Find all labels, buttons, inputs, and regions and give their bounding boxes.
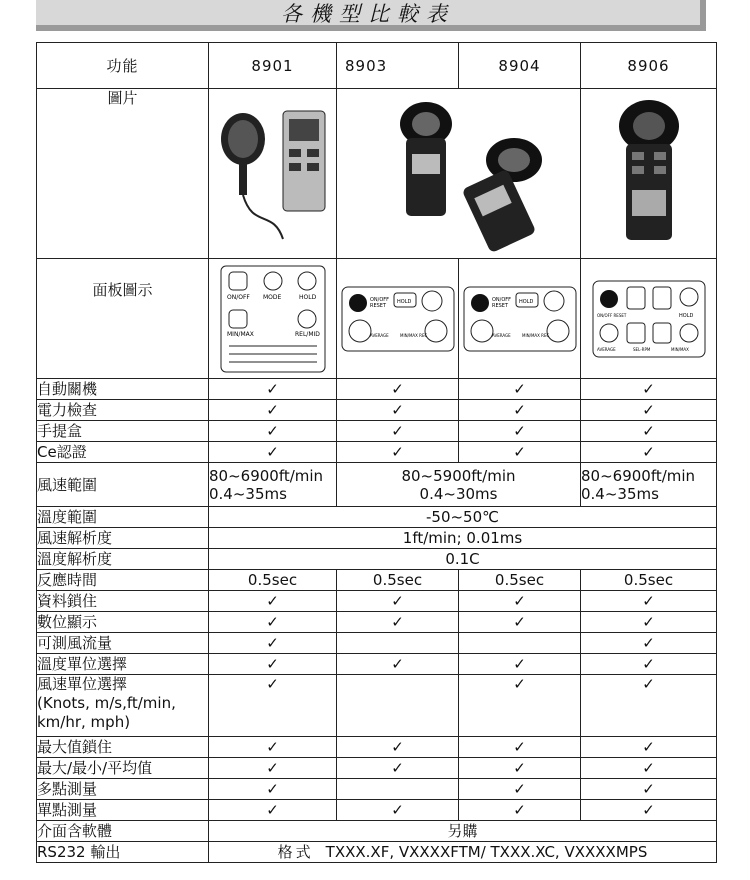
check-mark: ✓ — [209, 421, 337, 442]
speed-range-ms: 0.4~30ms — [419, 484, 498, 503]
header-model-8904: 8904 — [459, 43, 581, 89]
svg-text:MODE: MODE — [262, 293, 281, 301]
photo-row — [37, 89, 717, 259]
check-mark: ✓ — [209, 400, 337, 421]
comparison-table — [36, 42, 717, 863]
panel-diagram-8906 — [591, 279, 707, 359]
check-mark: ✓ — [337, 737, 459, 758]
svg-text:MIN/MAX REC: MIN/MAX REC — [399, 332, 427, 338]
check-mark: ✓ — [209, 654, 337, 675]
row-label: 溫度範圍 — [37, 507, 209, 528]
svg-text:AVERAGE: AVERAGE — [491, 332, 511, 338]
row-label: 手提盒 — [37, 421, 209, 442]
check-mark: ✓ — [459, 612, 581, 633]
photo-label: 圖片 — [37, 89, 209, 259]
svg-text:RESET: RESET — [491, 302, 508, 309]
anemometer-8901-image — [213, 99, 333, 249]
panel-diagram-8903 — [340, 285, 456, 353]
table-row — [37, 549, 717, 570]
row-label: 溫度解析度 — [37, 549, 209, 570]
photo-8901 — [209, 89, 337, 259]
svg-text:REL/MID: REL/MID — [294, 330, 320, 338]
check-mark: ✓ — [209, 633, 337, 654]
response-time: 0.5sec — [337, 570, 459, 591]
row-label: 電力檢查 — [37, 400, 209, 421]
svg-text:AVERAGE: AVERAGE — [369, 332, 389, 338]
response-time: 0.5sec — [581, 570, 717, 591]
header-model-8903: 8903 — [337, 43, 459, 89]
photo-8906 — [581, 89, 717, 259]
speed-range-8903-8904 — [337, 463, 581, 507]
check-mark: ✓ — [581, 633, 717, 654]
empty-cell — [337, 633, 459, 654]
header-model-8901: 8901 — [209, 43, 337, 89]
check-mark: ✓ — [209, 442, 337, 463]
check-mark: ✓ — [337, 591, 459, 612]
panel-8904 — [459, 259, 581, 379]
speed-range-ft: 80~5900ft/min — [401, 466, 516, 485]
speed-range-ms: 0.4~35ms — [209, 484, 287, 503]
check-mark: ✓ — [337, 400, 459, 421]
svg-text:SEL-RPM: SEL-RPM — [632, 346, 650, 352]
empty-cell — [459, 633, 581, 654]
svg-text:ON/OFF: ON/OFF — [491, 296, 511, 303]
row-label: Ce認證 — [37, 442, 209, 463]
check-mark: ✓ — [581, 654, 717, 675]
row-label — [37, 675, 209, 737]
svg-text:ON/OFF RESET: ON/OFF RESET — [596, 312, 626, 318]
svg-text:HOLD: HOLD — [298, 293, 316, 301]
panel-label: 面板圖示 — [37, 259, 209, 379]
check-mark: ✓ — [337, 379, 459, 400]
row-label: 最大值鎖住 — [37, 737, 209, 758]
panel-diagram-8901 — [219, 264, 327, 374]
anemometer-8906-image — [604, 94, 694, 254]
rs232-formats: TXXX.XF, VXXXXFTM/ TXXX.XC, VXXXXMPS — [325, 843, 648, 861]
check-mark: ✓ — [337, 654, 459, 675]
svg-text:HOLD: HOLD — [678, 312, 693, 319]
check-mark: ✓ — [581, 591, 717, 612]
check-mark: ✓ — [459, 758, 581, 779]
check-mark: ✓ — [459, 591, 581, 612]
check-mark: ✓ — [209, 779, 337, 800]
speed-range-8906 — [581, 463, 717, 507]
check-mark: ✓ — [581, 612, 717, 633]
response-time: 0.5sec — [209, 570, 337, 591]
table-row — [37, 675, 717, 737]
page-title: 各機型比較表 — [36, 0, 706, 31]
svg-text:MIN/MAX: MIN/MAX — [226, 330, 254, 338]
row-label: RS232 輸出 — [37, 842, 209, 863]
table-row — [37, 821, 717, 842]
check-mark: ✓ — [459, 654, 581, 675]
panel-8906 — [581, 259, 717, 379]
table-row — [37, 800, 717, 821]
rs232-value — [209, 842, 717, 863]
table-row — [37, 463, 717, 507]
row-label: 溫度單位選擇 — [37, 654, 209, 675]
row-label: 風速解析度 — [37, 528, 209, 549]
check-mark: ✓ — [209, 758, 337, 779]
table-row — [37, 779, 717, 800]
table-row — [37, 654, 717, 675]
svg-text:HOLD: HOLD — [518, 298, 533, 305]
svg-text:MIN/MAX: MIN/MAX — [670, 346, 689, 352]
check-mark: ✓ — [459, 737, 581, 758]
check-mark: ✓ — [337, 758, 459, 779]
table-row — [37, 570, 717, 591]
check-mark: ✓ — [581, 442, 717, 463]
row-label: 數位顯示 — [37, 612, 209, 633]
row-label: 最大/最小/平均值 — [37, 758, 209, 779]
empty-cell — [337, 675, 459, 737]
check-mark: ✓ — [459, 400, 581, 421]
panel-diagram-8904 — [462, 285, 578, 353]
panel-row — [37, 259, 717, 379]
speed-range-ms: 0.4~35ms — [581, 484, 659, 503]
row-label: 單點測量 — [37, 800, 209, 821]
speed-unit-options-2: km/hr, mph) — [37, 713, 131, 731]
temp-range-value: -50~50℃ — [209, 507, 717, 528]
check-mark: ✓ — [581, 421, 717, 442]
row-label: 介面含軟體 — [37, 821, 209, 842]
check-mark: ✓ — [209, 379, 337, 400]
check-mark: ✓ — [337, 442, 459, 463]
check-mark: ✓ — [459, 675, 581, 737]
software-value: 另購 — [209, 821, 717, 842]
svg-text:ON/OFF: ON/OFF — [369, 296, 389, 303]
check-mark: ✓ — [459, 779, 581, 800]
speed-unit-label: 風速單位選擇 — [37, 675, 128, 693]
check-mark: ✓ — [337, 421, 459, 442]
anemometer-8903-8904-image — [344, 94, 574, 254]
check-mark: ✓ — [581, 758, 717, 779]
speed-resolution-value: 1ft/min; 0.01ms — [209, 528, 717, 549]
table-row — [37, 842, 717, 863]
table-row — [37, 442, 717, 463]
table-row — [37, 379, 717, 400]
table-header-row — [37, 43, 717, 89]
check-mark: ✓ — [209, 612, 337, 633]
check-mark: ✓ — [337, 800, 459, 821]
check-mark: ✓ — [581, 800, 717, 821]
speed-range-ft: 80~6900ft/min — [581, 466, 696, 485]
row-label: 多點測量 — [37, 779, 209, 800]
rs232-prefix: 格式 — [277, 843, 314, 861]
header-model-8906: 8906 — [581, 43, 717, 89]
row-label: 反應時間 — [37, 570, 209, 591]
table-row — [37, 400, 717, 421]
check-mark: ✓ — [209, 675, 337, 737]
table-row — [37, 507, 717, 528]
panel-8901 — [209, 259, 337, 379]
temp-resolution-value: 0.1C — [209, 549, 717, 570]
table-row — [37, 737, 717, 758]
header-feature: 功能 — [37, 43, 209, 89]
photo-8903-8904 — [337, 89, 581, 259]
check-mark: ✓ — [459, 421, 581, 442]
svg-text:RESET: RESET — [369, 302, 386, 309]
check-mark: ✓ — [581, 400, 717, 421]
svg-text:AVERAGE: AVERAGE — [596, 346, 616, 352]
row-label: 可測風流量 — [37, 633, 209, 654]
check-mark: ✓ — [209, 591, 337, 612]
speed-unit-options: (Knots, m/s,ft/min, — [37, 694, 176, 712]
svg-text:HOLD: HOLD — [396, 298, 411, 305]
table-row — [37, 633, 717, 654]
check-mark: ✓ — [209, 800, 337, 821]
check-mark: ✓ — [581, 675, 717, 737]
check-mark: ✓ — [209, 737, 337, 758]
speed-range-ft: 80~6900ft/min — [209, 466, 324, 485]
table-row — [37, 758, 717, 779]
svg-text:MIN/MAX REC: MIN/MAX REC — [521, 332, 549, 338]
panel-8903 — [337, 259, 459, 379]
check-mark: ✓ — [581, 379, 717, 400]
speed-range-8901 — [209, 463, 337, 507]
empty-cell — [337, 779, 459, 800]
row-label: 資料鎖住 — [37, 591, 209, 612]
table-row — [37, 591, 717, 612]
svg-text:ON/OFF: ON/OFF — [226, 293, 250, 301]
row-label: 自動關機 — [37, 379, 209, 400]
check-mark: ✓ — [337, 612, 459, 633]
check-mark: ✓ — [581, 779, 717, 800]
table-row — [37, 612, 717, 633]
check-mark: ✓ — [459, 800, 581, 821]
response-time: 0.5sec — [459, 570, 581, 591]
check-mark: ✓ — [459, 442, 581, 463]
row-label: 風速範圍 — [37, 463, 209, 507]
table-row — [37, 528, 717, 549]
table-row — [37, 421, 717, 442]
check-mark: ✓ — [459, 379, 581, 400]
check-mark: ✓ — [581, 737, 717, 758]
